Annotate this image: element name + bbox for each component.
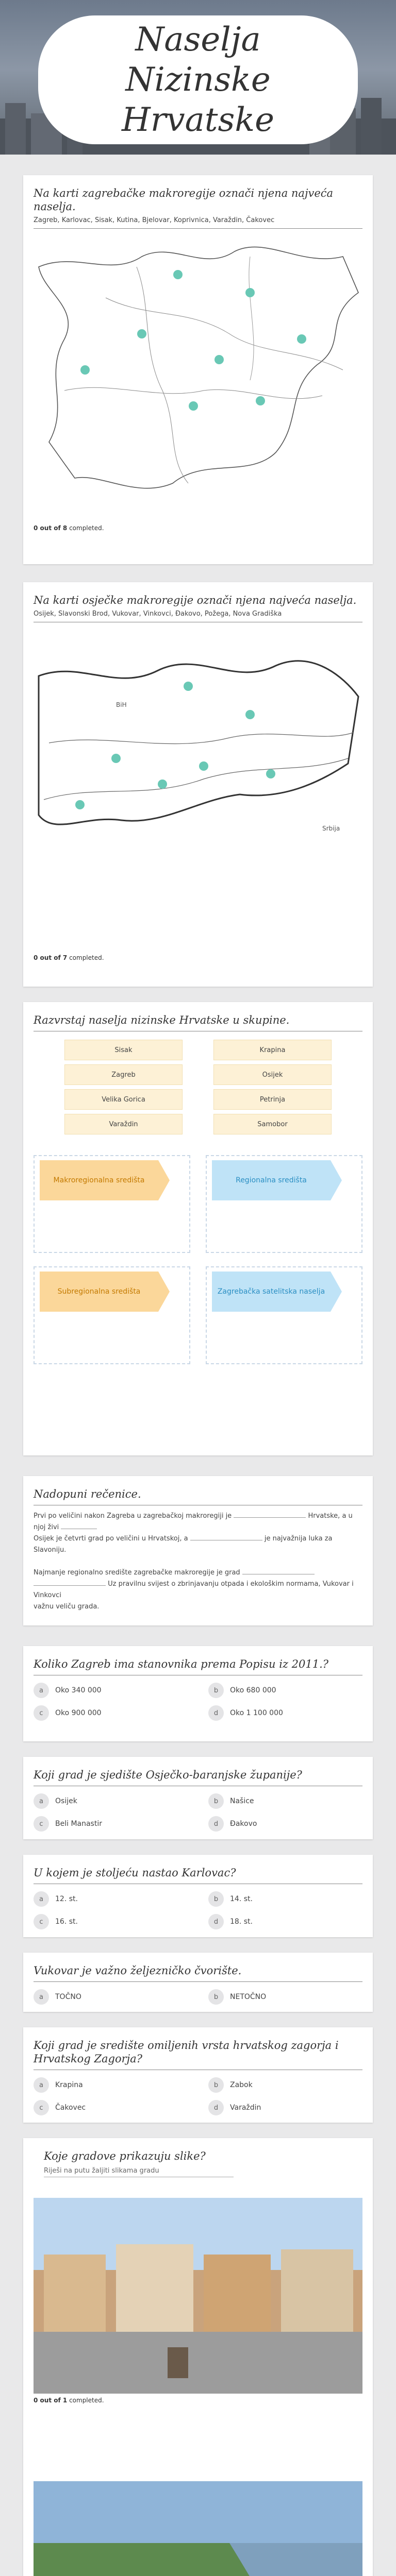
option-label: Krapina <box>55 2081 83 2089</box>
option-label: Oko 340 000 <box>55 1686 102 1694</box>
group-label: Subregionalna središta <box>40 1272 158 1312</box>
completion-count: 0 out of 1 <box>34 2397 68 2404</box>
question-title: U kojem je stoljeću nastao Karlovac? <box>34 1867 236 1879</box>
group-label: Makroregionalna središta <box>40 1160 158 1200</box>
option-label: Oko 680 000 <box>230 1686 276 1694</box>
map-marker <box>80 365 90 375</box>
map-marker <box>256 396 265 405</box>
draggable-word[interactable]: Samobor <box>213 1114 332 1134</box>
answer-option[interactable] <box>34 1891 188 1907</box>
option-label: Beli Manastir <box>55 1820 102 1828</box>
question-title: Nadopuni rečenice. <box>34 1488 141 1500</box>
question-card-mc <box>23 1855 373 1937</box>
question-card-sort <box>23 1002 373 1455</box>
option-label: Đakovo <box>230 1820 257 1828</box>
question-card-mc <box>23 1646 373 1741</box>
question-title: Vukovar je važno željezničko čvorište. <box>34 1964 242 1977</box>
word-bank <box>64 1040 332 1134</box>
map-marker <box>189 401 198 411</box>
answer-option[interactable] <box>34 2077 188 2093</box>
option-label: 12. st. <box>55 1895 78 1903</box>
option-key: b <box>208 1793 224 1809</box>
sentence-part: Prvi po veličini nakon Zagreba u zagrebačkoj makroregiji je <box>34 1512 232 1520</box>
question-card-mc <box>23 2027 373 2123</box>
blank-input[interactable] <box>234 1511 306 1518</box>
option-label: Našice <box>230 1797 254 1805</box>
blank-input[interactable] <box>61 1522 97 1529</box>
answer-option[interactable] <box>208 1914 362 1929</box>
map-marker <box>297 334 306 344</box>
completion-suffix: completed. <box>69 954 104 961</box>
option-label: Varaždin <box>230 2104 261 2112</box>
answer-hint: Riješi na putu žaljiti slikama gradu <box>44 2167 234 2177</box>
completion-suffix: completed. <box>69 524 104 532</box>
blank-input[interactable] <box>190 1533 262 1540</box>
question-title: Koji grad je sjedište Osječko-baranjske županije? <box>34 1769 302 1781</box>
question-title: Na karti osječke makroregije označi njena najveća naselja. <box>34 594 357 606</box>
option-label: 18. st. <box>230 1918 253 1926</box>
map-marker <box>245 710 255 719</box>
question-card-true-false <box>23 1953 373 2012</box>
question-title: Na karti zagrebačke makroregije označi njena najveća naselja. <box>34 187 334 213</box>
option-key: b <box>208 1683 224 1698</box>
map-marker <box>173 270 183 279</box>
zagreb-region-map <box>34 236 362 504</box>
city-photo <box>34 2481 362 2576</box>
question-card-map-osijek <box>23 582 373 987</box>
map-marker <box>245 288 255 297</box>
draggable-word[interactable]: Osijek <box>213 1064 332 1085</box>
answer-option[interactable] <box>208 1816 362 1832</box>
question-title: Koje gradove prikazuju slike? <box>44 2150 206 2162</box>
option-key: d <box>208 1914 224 1929</box>
answer-option[interactable] <box>34 1793 188 1809</box>
completion-count: 0 out of 7 <box>34 954 68 961</box>
draggable-word[interactable]: Varaždin <box>64 1114 183 1134</box>
option-key: a <box>34 1683 49 1698</box>
answer-options <box>23 1884 373 1929</box>
map-marker <box>137 329 146 338</box>
option-key: a <box>34 1989 49 2005</box>
option-key: c <box>34 1705 49 1721</box>
option-key: c <box>34 1816 49 1832</box>
answer-option[interactable] <box>208 1989 362 2005</box>
answer-option[interactable] <box>208 2100 362 2115</box>
map-marker <box>158 779 167 789</box>
answer-option[interactable] <box>208 1891 362 1907</box>
question-subtitle: Zagreb, Karlovac, Sisak, Kutina, Bjelovar, Koprivnica, Varaždin, Čakovec <box>34 216 275 224</box>
option-label: TOČNO <box>55 1993 81 2001</box>
option-key: a <box>34 1891 49 1907</box>
map-marker <box>75 800 85 809</box>
draggable-word[interactable]: Velika Gorica <box>64 1089 183 1110</box>
answer-option[interactable] <box>208 1683 362 1698</box>
question-card-fill-blanks <box>23 1476 373 1625</box>
blank-input[interactable] <box>34 1579 106 1586</box>
question-title: Koliko Zagreb ima stanovnika prema Popisu iz 2011.? <box>34 1658 329 1670</box>
map-marker <box>111 754 121 763</box>
option-key: a <box>34 1793 49 1809</box>
osijek-region-map <box>34 630 362 877</box>
draggable-word[interactable]: Petrinja <box>213 1089 332 1110</box>
draggable-word[interactable]: Krapina <box>213 1040 332 1060</box>
completion-status <box>23 2397 373 2404</box>
answer-options <box>23 1982 373 2005</box>
sentence-part: Uz pravilnu svijest o zbrinjavanju otpada i ekološkim normama, Vukovar i Vinkovci <box>34 1580 354 1599</box>
blank-input[interactable] <box>242 1567 315 1574</box>
question-card-map-zagreb <box>23 175 373 564</box>
answer-option[interactable] <box>208 1793 362 1809</box>
answer-option[interactable] <box>208 2077 362 2093</box>
completion-count: 0 out of 8 <box>34 524 68 532</box>
answer-option[interactable] <box>34 1816 188 1832</box>
answer-options <box>23 1675 373 1721</box>
option-key: a <box>34 2077 49 2093</box>
drop-groups <box>34 1155 362 1364</box>
group-label: Regionalna središta <box>212 1160 331 1200</box>
map-marker <box>184 682 193 691</box>
answer-option[interactable] <box>208 1705 362 1721</box>
drop-zone[interactable] <box>206 1266 362 1364</box>
option-label: Zabok <box>230 2081 253 2089</box>
hero-banner <box>0 0 396 155</box>
completion-status <box>23 954 373 961</box>
option-key: d <box>208 2100 224 2115</box>
option-key: c <box>34 2100 49 2115</box>
map-label: BiH <box>116 701 127 708</box>
question-title: Koji grad je središte omiljenih vrsta hrvatskog zagorja i Hrvatskog Zagorja? <box>34 2039 339 2065</box>
answer-option[interactable] <box>34 1989 188 2005</box>
city-photo <box>34 2198 362 2394</box>
map-marker <box>214 355 224 364</box>
question-subtitle: Osijek, Slavonski Brod, Vukovar, Vinkovci, Đakovo, Požega, Nova Gradiška <box>34 610 282 618</box>
map-marker <box>199 761 208 771</box>
answer-option[interactable] <box>34 1683 188 1698</box>
drop-zone[interactable] <box>34 1155 190 1253</box>
option-key: d <box>208 1816 224 1832</box>
sentence-part: je najvažnija luka za Slavoniju. <box>34 1535 333 1554</box>
map-marker <box>266 769 275 778</box>
answer-options <box>23 2070 373 2115</box>
option-label: 16. st. <box>55 1918 78 1926</box>
fill-paragraph <box>23 1511 373 1613</box>
group-label: Zagrebačka satelitska naselja <box>212 1272 331 1312</box>
question-title: Razvrstaj naselja nizinske Hrvatske u skupine. <box>34 1014 290 1026</box>
title-badge <box>38 15 358 144</box>
answer-options <box>23 1786 373 1832</box>
sentence-part: važnu veliču grada. <box>34 1603 100 1611</box>
option-label: Čakovec <box>55 2104 86 2112</box>
completion-status <box>23 524 373 532</box>
draggable-word[interactable]: Sisak <box>64 1040 183 1060</box>
question-card-photos <box>23 2138 373 2576</box>
answer-option[interactable] <box>34 1914 188 1929</box>
option-label: Osijek <box>55 1797 77 1805</box>
option-key: b <box>208 2077 224 2093</box>
draggable-word[interactable]: Zagreb <box>64 1064 183 1085</box>
option-key: d <box>208 1705 224 1721</box>
sentence-part: Osijek je četvrti grad po veličini u Hrvatskoj, a <box>34 1535 188 1543</box>
option-label: Oko 1 100 000 <box>230 1709 283 1717</box>
answer-option[interactable] <box>34 2100 188 2115</box>
option-key: c <box>34 1914 49 1929</box>
question-card-mc <box>23 1757 373 1839</box>
option-key: b <box>208 1891 224 1907</box>
option-key: b <box>208 1989 224 2005</box>
option-label: 14. st. <box>230 1895 253 1903</box>
page-title: Naselja Nizinske Hrvatske <box>122 21 274 139</box>
drop-zone[interactable] <box>34 1266 190 1364</box>
option-label: Oko 900 000 <box>55 1709 102 1717</box>
completion-suffix: completed. <box>69 2397 104 2404</box>
divider <box>34 228 362 229</box>
drop-zone[interactable] <box>206 1155 362 1253</box>
sentence-part: Hrvatske, a u njoj živi <box>34 1512 353 1531</box>
option-label: NETOČNO <box>230 1993 267 2001</box>
sentence-part: Najmanje regionalno središte zagrebačke makroregije je grad <box>34 1569 240 1577</box>
answer-option[interactable] <box>34 1705 188 1721</box>
map-label: Srbija <box>322 825 340 832</box>
